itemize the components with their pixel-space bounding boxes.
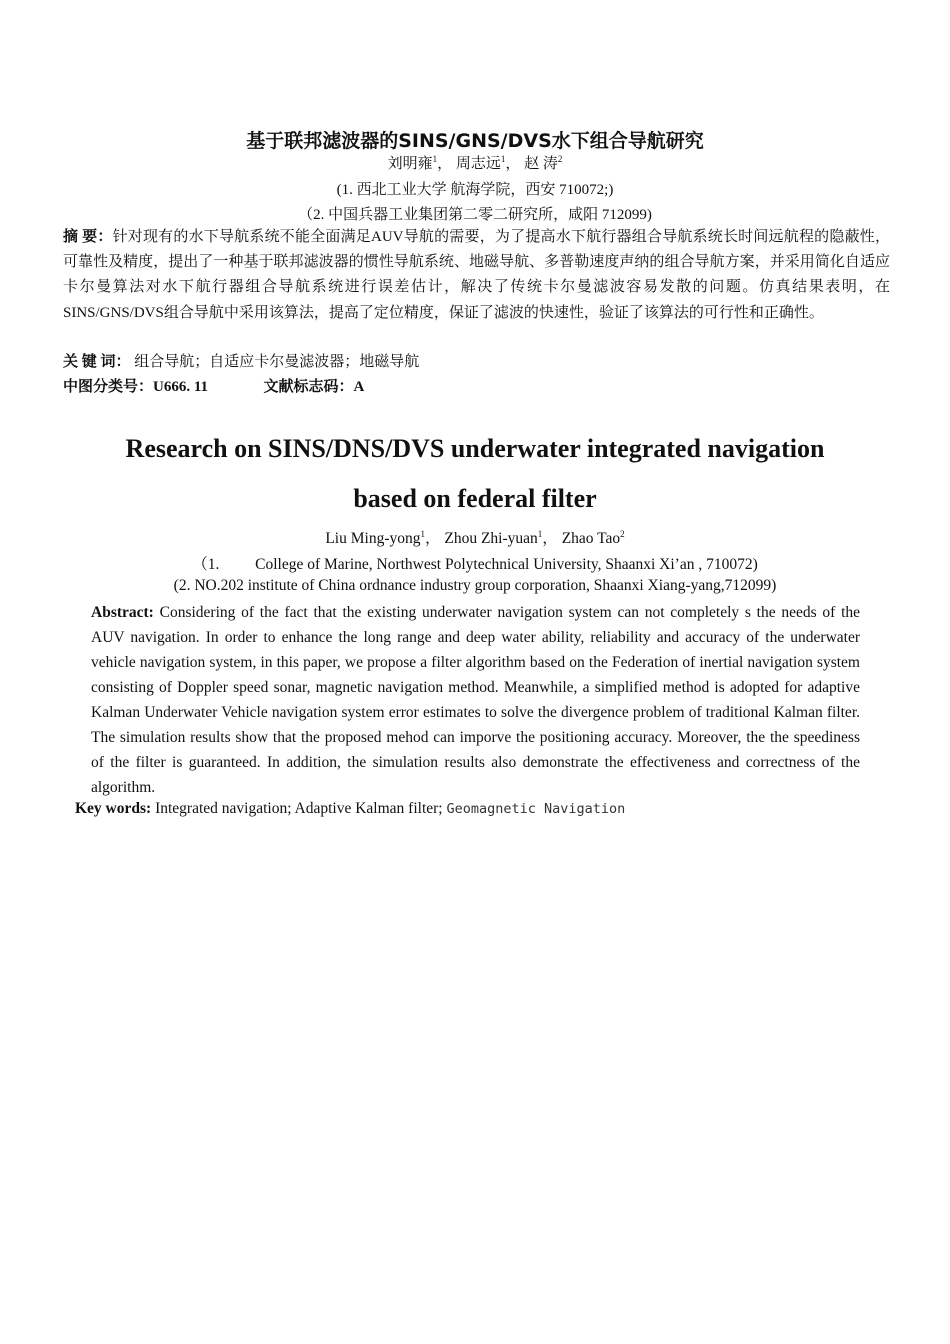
cn-author-2: 周志远	[455, 156, 501, 172]
cn-abstract	[63, 225, 890, 326]
en-author-2: Zhou Zhi-yuan	[444, 530, 538, 547]
cn-affiliation-1: (1. 西北工业大学 航海学院，西安 710072;)	[336, 182, 614, 198]
en-affiliation-2: (2. NO.202 institute of China ordnance industry group corporation, Shaanxi Xiang-yang,712099)	[173, 577, 777, 594]
en-keywords-text: Integrated navigation; Adaptive Kalman filter;	[155, 800, 443, 817]
clc-label: 中图分类号：	[63, 379, 154, 395]
cn-abstract-text: 针对现有的水下导航系统不能全面满足AUV导航的需要，为了提高水下航行器组合导航系统长时间远航程的隐蔽性，可靠性及精度，提出了一种基于联邦滤波器的惯性导航系统、地磁导航、多普勒速度声纳的组合导航方案，并采用简化自适应卡尔曼算法对水下航行器组合导航系统进行误差估计，解决了传统卡尔曼滤波容易发散的问题。仿真结果表明，在SINS/GNS/DVS组合导航中采用该算法，提高了定位精度，保证了滤波的快速性，验证了该算法的可行性和正确性。	[63, 229, 890, 321]
en-keywords-mono: Geomagnetic Navigation	[446, 801, 626, 817]
cn-title: 基于联邦滤波器的SINS/GNS/DVS水下组合导航研究	[246, 130, 704, 152]
doc-code-label: 文献标志码：	[263, 379, 354, 395]
en-author-3: Zhao Tao	[561, 530, 621, 547]
cn-affiliation-2: （2. 中国兵器工业集团第二零二研究所，咸阳 712099)	[298, 207, 652, 223]
cn-authors: 刘明雍$^1$， 周志远$^1$， 赵 涛$^2$	[387, 154, 563, 172]
clc-value: U666. 11	[153, 379, 209, 395]
cn-classification	[63, 375, 890, 400]
en-title-line-1: Research on SINS/DNS/DVS underwater integrated navigation	[125, 434, 825, 463]
doc-code-value: A	[353, 379, 365, 395]
en-abstract	[91, 600, 860, 800]
cn-keywords	[63, 350, 890, 375]
en-keywords-label: Key words:	[75, 800, 152, 817]
en-title-line-2: based on federal filter	[353, 484, 597, 513]
cn-author-3: 赵 涛	[524, 156, 558, 172]
cn-abstract-label: 摘 要：	[63, 229, 113, 245]
en-abstract-label: Abstract:	[91, 604, 154, 621]
en-keywords	[75, 800, 895, 818]
cn-keywords-text: 组合导航；自适应卡尔曼滤波器；地磁导航	[134, 354, 420, 370]
en-authors: Liu Ming-yong$^1$， Zhou Zhi-yuan$^1$， Zhao Tao$^2$	[325, 528, 625, 547]
en-author-1: Liu Ming-yong	[325, 530, 421, 547]
cn-author-1: 刘明雍	[387, 156, 433, 172]
cn-keywords-label: 关 键 词：	[63, 354, 131, 370]
en-abstract-text: Considering of the fact that the existing underwater navigation system can not completely s the needs of the AUV navigation. In order to enhance the long range and deep water ability, reliability and accuracy of the underwater vehicle navigation system, in this paper, we propose a filter algorithm based on the Federation of inertial navigation system consisting of Doppler speed sonar, magnetic navigation method. Meanwhile, a simplified method is adopted for adaptive Kalman Underwater Vehicle navigation system error estimates to solve the divergence problem of traditional Kalman filter. The simulation results show that the proposed mehod can imporve the positioning accuracy. Moreover, the the speediness of the filter is guaranteed. In addition, the simulation results also demonstrate the effectiveness and correctness of the algorithm.	[91, 604, 861, 796]
en-affiliation-1: （1. College of Marine, Northwest Polytechnical University, Shaanxi Xi’an , 710072)	[192, 556, 758, 573]
